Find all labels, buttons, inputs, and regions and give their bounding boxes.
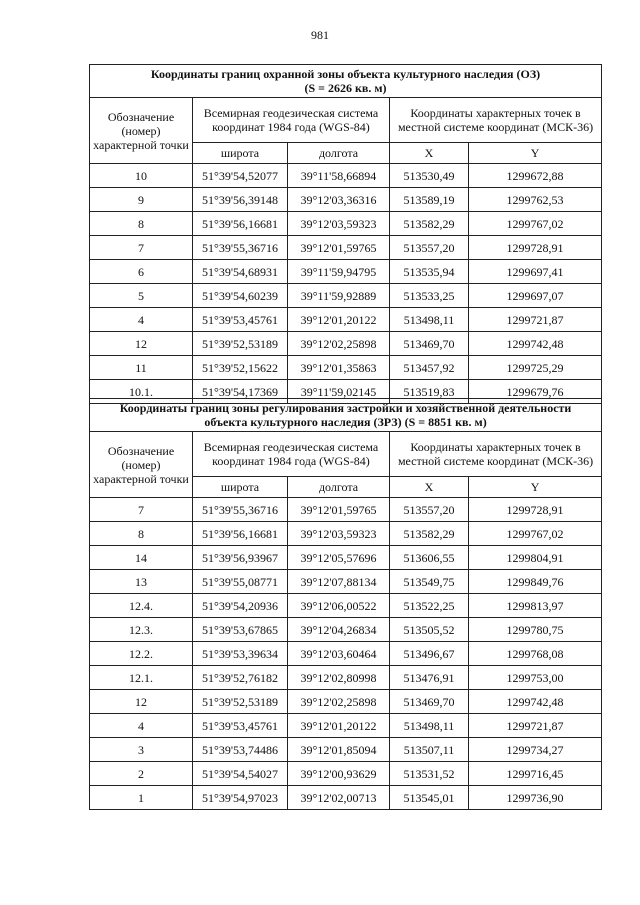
y-coordinate-cell: 1299721,87 xyxy=(469,308,602,332)
table-title xyxy=(90,399,602,432)
table-title-line1: Координаты границ охранной зоны объекта культурного наследия (ОЗ) xyxy=(150,67,541,81)
latitude-cell: 51°39'54,20936 xyxy=(193,594,288,618)
table-row xyxy=(90,212,602,236)
point-number-cell: 10 xyxy=(90,164,193,188)
column-header-wgs: Всемирная геодезическая система координат 1984 года (WGS-84) xyxy=(193,432,390,477)
point-number-cell: 5 xyxy=(90,284,193,308)
latitude-cell: 51°39'53,74486 xyxy=(193,738,288,762)
x-coordinate-cell: 513582,29 xyxy=(390,212,469,236)
longitude-cell: 39°12'03,59323 xyxy=(288,212,390,236)
latitude-cell: 51°39'54,68931 xyxy=(193,260,288,284)
y-coordinate-cell: 1299679,76 xyxy=(469,380,602,404)
y-coordinate-cell: 1299780,75 xyxy=(469,618,602,642)
column-header-y: Y xyxy=(469,143,602,164)
x-coordinate-cell: 513589,19 xyxy=(390,188,469,212)
latitude-cell: 51°39'53,39634 xyxy=(193,642,288,666)
y-coordinate-cell: 1299725,29 xyxy=(469,356,602,380)
point-number-cell: 12 xyxy=(90,332,193,356)
point-number-cell: 11 xyxy=(90,356,193,380)
table-row xyxy=(90,236,602,260)
column-header-designation: Обозначение (номер) характерной точки xyxy=(90,432,193,498)
point-number-cell: 4 xyxy=(90,714,193,738)
y-coordinate-cell: 1299767,02 xyxy=(469,212,602,236)
y-coordinate-cell: 1299762,53 xyxy=(469,188,602,212)
y-coordinate-cell: 1299734,27 xyxy=(469,738,602,762)
longitude-cell: 39°12'01,59765 xyxy=(288,498,390,522)
x-coordinate-cell: 513582,29 xyxy=(390,522,469,546)
point-number-cell: 12 xyxy=(90,690,193,714)
page-number: 981 xyxy=(311,28,329,42)
y-coordinate-cell: 1299716,45 xyxy=(469,762,602,786)
longitude-cell: 39°12'04,26834 xyxy=(288,618,390,642)
table-row xyxy=(90,164,602,188)
point-number-cell: 12.2. xyxy=(90,642,193,666)
table-row xyxy=(90,690,602,714)
table-row xyxy=(90,714,602,738)
longitude-cell: 39°11'59,92889 xyxy=(288,284,390,308)
y-coordinate-cell: 1299767,02 xyxy=(469,522,602,546)
column-header-longitude: долгота xyxy=(288,477,390,498)
table-row xyxy=(90,332,602,356)
x-coordinate-cell: 513496,67 xyxy=(390,642,469,666)
table-title-line2: объекта культурного наследия (ЗРЗ) (S = 8851 кв. м) xyxy=(204,415,487,429)
y-coordinate-cell: 1299736,90 xyxy=(469,786,602,810)
x-coordinate-cell: 513469,70 xyxy=(390,332,469,356)
x-coordinate-cell: 513476,91 xyxy=(390,666,469,690)
longitude-cell: 39°11'59,94795 xyxy=(288,260,390,284)
latitude-cell: 51°39'52,76182 xyxy=(193,666,288,690)
latitude-cell: 51°39'54,17369 xyxy=(193,380,288,404)
latitude-cell: 51°39'53,45761 xyxy=(193,714,288,738)
x-coordinate-cell: 513469,70 xyxy=(390,690,469,714)
longitude-cell: 39°12'03,59323 xyxy=(288,522,390,546)
point-number-cell: 7 xyxy=(90,236,193,260)
longitude-cell: 39°12'01,20122 xyxy=(288,308,390,332)
longitude-cell: 39°12'01,20122 xyxy=(288,714,390,738)
y-coordinate-cell: 1299672,88 xyxy=(469,164,602,188)
point-number-cell: 12.3. xyxy=(90,618,193,642)
table-row xyxy=(90,522,602,546)
table-row xyxy=(90,188,602,212)
y-coordinate-cell: 1299753,00 xyxy=(469,666,602,690)
column-header-wgs: Всемирная геодезическая система координат 1984 года (WGS-84) xyxy=(193,98,390,143)
column-header-designation: Обозначение (номер) характерной точки xyxy=(90,98,193,164)
table-row xyxy=(90,594,602,618)
x-coordinate-cell: 513507,11 xyxy=(390,738,469,762)
x-coordinate-cell: 513557,20 xyxy=(390,498,469,522)
regulation-zone-coordinates-table xyxy=(89,398,602,810)
table-title-line2: (S = 2626 кв. м) xyxy=(304,81,387,95)
longitude-cell: 39°12'02,80998 xyxy=(288,666,390,690)
y-coordinate-cell: 1299768,08 xyxy=(469,642,602,666)
latitude-cell: 51°39'52,53189 xyxy=(193,332,288,356)
point-number-cell: 10.1. xyxy=(90,380,193,404)
x-coordinate-cell: 513531,52 xyxy=(390,762,469,786)
y-coordinate-cell: 1299742,48 xyxy=(469,690,602,714)
table-row xyxy=(90,498,602,522)
x-coordinate-cell: 513457,92 xyxy=(390,356,469,380)
longitude-cell: 39°12'01,59765 xyxy=(288,236,390,260)
point-number-cell: 4 xyxy=(90,308,193,332)
longitude-cell: 39°12'05,57696 xyxy=(288,546,390,570)
x-coordinate-cell: 513606,55 xyxy=(390,546,469,570)
table-row xyxy=(90,618,602,642)
y-coordinate-cell: 1299804,91 xyxy=(469,546,602,570)
longitude-cell: 39°12'00,93629 xyxy=(288,762,390,786)
latitude-cell: 51°39'56,16681 xyxy=(193,522,288,546)
longitude-cell: 39°11'59,02145 xyxy=(288,380,390,404)
y-coordinate-cell: 1299813,97 xyxy=(469,594,602,618)
x-coordinate-cell: 513535,94 xyxy=(390,260,469,284)
x-coordinate-cell: 513498,11 xyxy=(390,714,469,738)
table-row xyxy=(90,260,602,284)
latitude-cell: 51°39'54,60239 xyxy=(193,284,288,308)
longitude-cell: 39°12'01,85094 xyxy=(288,738,390,762)
latitude-cell: 51°39'56,16681 xyxy=(193,212,288,236)
latitude-cell: 51°39'54,97023 xyxy=(193,786,288,810)
latitude-cell: 51°39'52,15622 xyxy=(193,356,288,380)
x-coordinate-cell: 513519,83 xyxy=(390,380,469,404)
x-coordinate-cell: 513530,49 xyxy=(390,164,469,188)
column-header-latitude: широта xyxy=(193,477,288,498)
latitude-cell: 51°39'55,08771 xyxy=(193,570,288,594)
y-coordinate-cell: 1299697,07 xyxy=(469,284,602,308)
y-coordinate-cell: 1299742,48 xyxy=(469,332,602,356)
y-coordinate-cell: 1299728,91 xyxy=(469,236,602,260)
table-row xyxy=(90,356,602,380)
longitude-cell: 39°12'03,60464 xyxy=(288,642,390,666)
table-row xyxy=(90,308,602,332)
x-coordinate-cell: 513557,20 xyxy=(390,236,469,260)
column-header-x: X xyxy=(390,143,469,164)
latitude-cell: 51°39'55,36716 xyxy=(193,236,288,260)
point-number-cell: 2 xyxy=(90,762,193,786)
table-row xyxy=(90,570,602,594)
point-number-cell: 8 xyxy=(90,522,193,546)
column-header-x: X xyxy=(390,477,469,498)
point-number-cell: 8 xyxy=(90,212,193,236)
table-row xyxy=(90,546,602,570)
column-header-latitude: широта xyxy=(193,143,288,164)
latitude-cell: 51°39'54,52077 xyxy=(193,164,288,188)
column-header-y: Y xyxy=(469,477,602,498)
longitude-cell: 39°12'01,35863 xyxy=(288,356,390,380)
point-number-cell: 12.1. xyxy=(90,666,193,690)
longitude-cell: 39°12'02,00713 xyxy=(288,786,390,810)
point-number-cell: 14 xyxy=(90,546,193,570)
latitude-cell: 51°39'56,93967 xyxy=(193,546,288,570)
longitude-cell: 39°12'02,25898 xyxy=(288,332,390,356)
y-coordinate-cell: 1299697,41 xyxy=(469,260,602,284)
longitude-cell: 39°11'58,66894 xyxy=(288,164,390,188)
latitude-cell: 51°39'52,53189 xyxy=(193,690,288,714)
longitude-cell: 39°12'03,36316 xyxy=(288,188,390,212)
x-coordinate-cell: 513549,75 xyxy=(390,570,469,594)
table-row xyxy=(90,762,602,786)
point-number-cell: 1 xyxy=(90,786,193,810)
table-row xyxy=(90,666,602,690)
x-coordinate-cell: 513498,11 xyxy=(390,308,469,332)
y-coordinate-cell: 1299849,76 xyxy=(469,570,602,594)
point-number-cell: 12.4. xyxy=(90,594,193,618)
column-header-msk: Координаты характерных точек в местной системе координат (МСК-36) xyxy=(390,432,602,477)
x-coordinate-cell: 513505,52 xyxy=(390,618,469,642)
y-coordinate-cell: 1299721,87 xyxy=(469,714,602,738)
longitude-cell: 39°12'07,88134 xyxy=(288,570,390,594)
longitude-cell: 39°12'06,00522 xyxy=(288,594,390,618)
protection-zone-coordinates-table xyxy=(89,64,602,404)
table-row xyxy=(90,642,602,666)
y-coordinate-cell: 1299728,91 xyxy=(469,498,602,522)
table-title-line1: Координаты границ зоны регулирования застройки и хозяйственной деятельности xyxy=(119,401,572,415)
table-row xyxy=(90,738,602,762)
table-title xyxy=(90,65,602,98)
x-coordinate-cell: 513545,01 xyxy=(390,786,469,810)
point-number-cell: 7 xyxy=(90,498,193,522)
column-header-msk: Координаты характерных точек в местной системе координат (МСК-36) xyxy=(390,98,602,143)
latitude-cell: 51°39'53,45761 xyxy=(193,308,288,332)
latitude-cell: 51°39'53,67865 xyxy=(193,618,288,642)
latitude-cell: 51°39'56,39148 xyxy=(193,188,288,212)
x-coordinate-cell: 513533,25 xyxy=(390,284,469,308)
point-number-cell: 3 xyxy=(90,738,193,762)
table-row xyxy=(90,284,602,308)
point-number-cell: 13 xyxy=(90,570,193,594)
latitude-cell: 51°39'54,54027 xyxy=(193,762,288,786)
latitude-cell: 51°39'55,36716 xyxy=(193,498,288,522)
table-row xyxy=(90,786,602,810)
column-header-longitude: долгота xyxy=(288,143,390,164)
point-number-cell: 6 xyxy=(90,260,193,284)
longitude-cell: 39°12'02,25898 xyxy=(288,690,390,714)
point-number-cell: 9 xyxy=(90,188,193,212)
x-coordinate-cell: 513522,25 xyxy=(390,594,469,618)
